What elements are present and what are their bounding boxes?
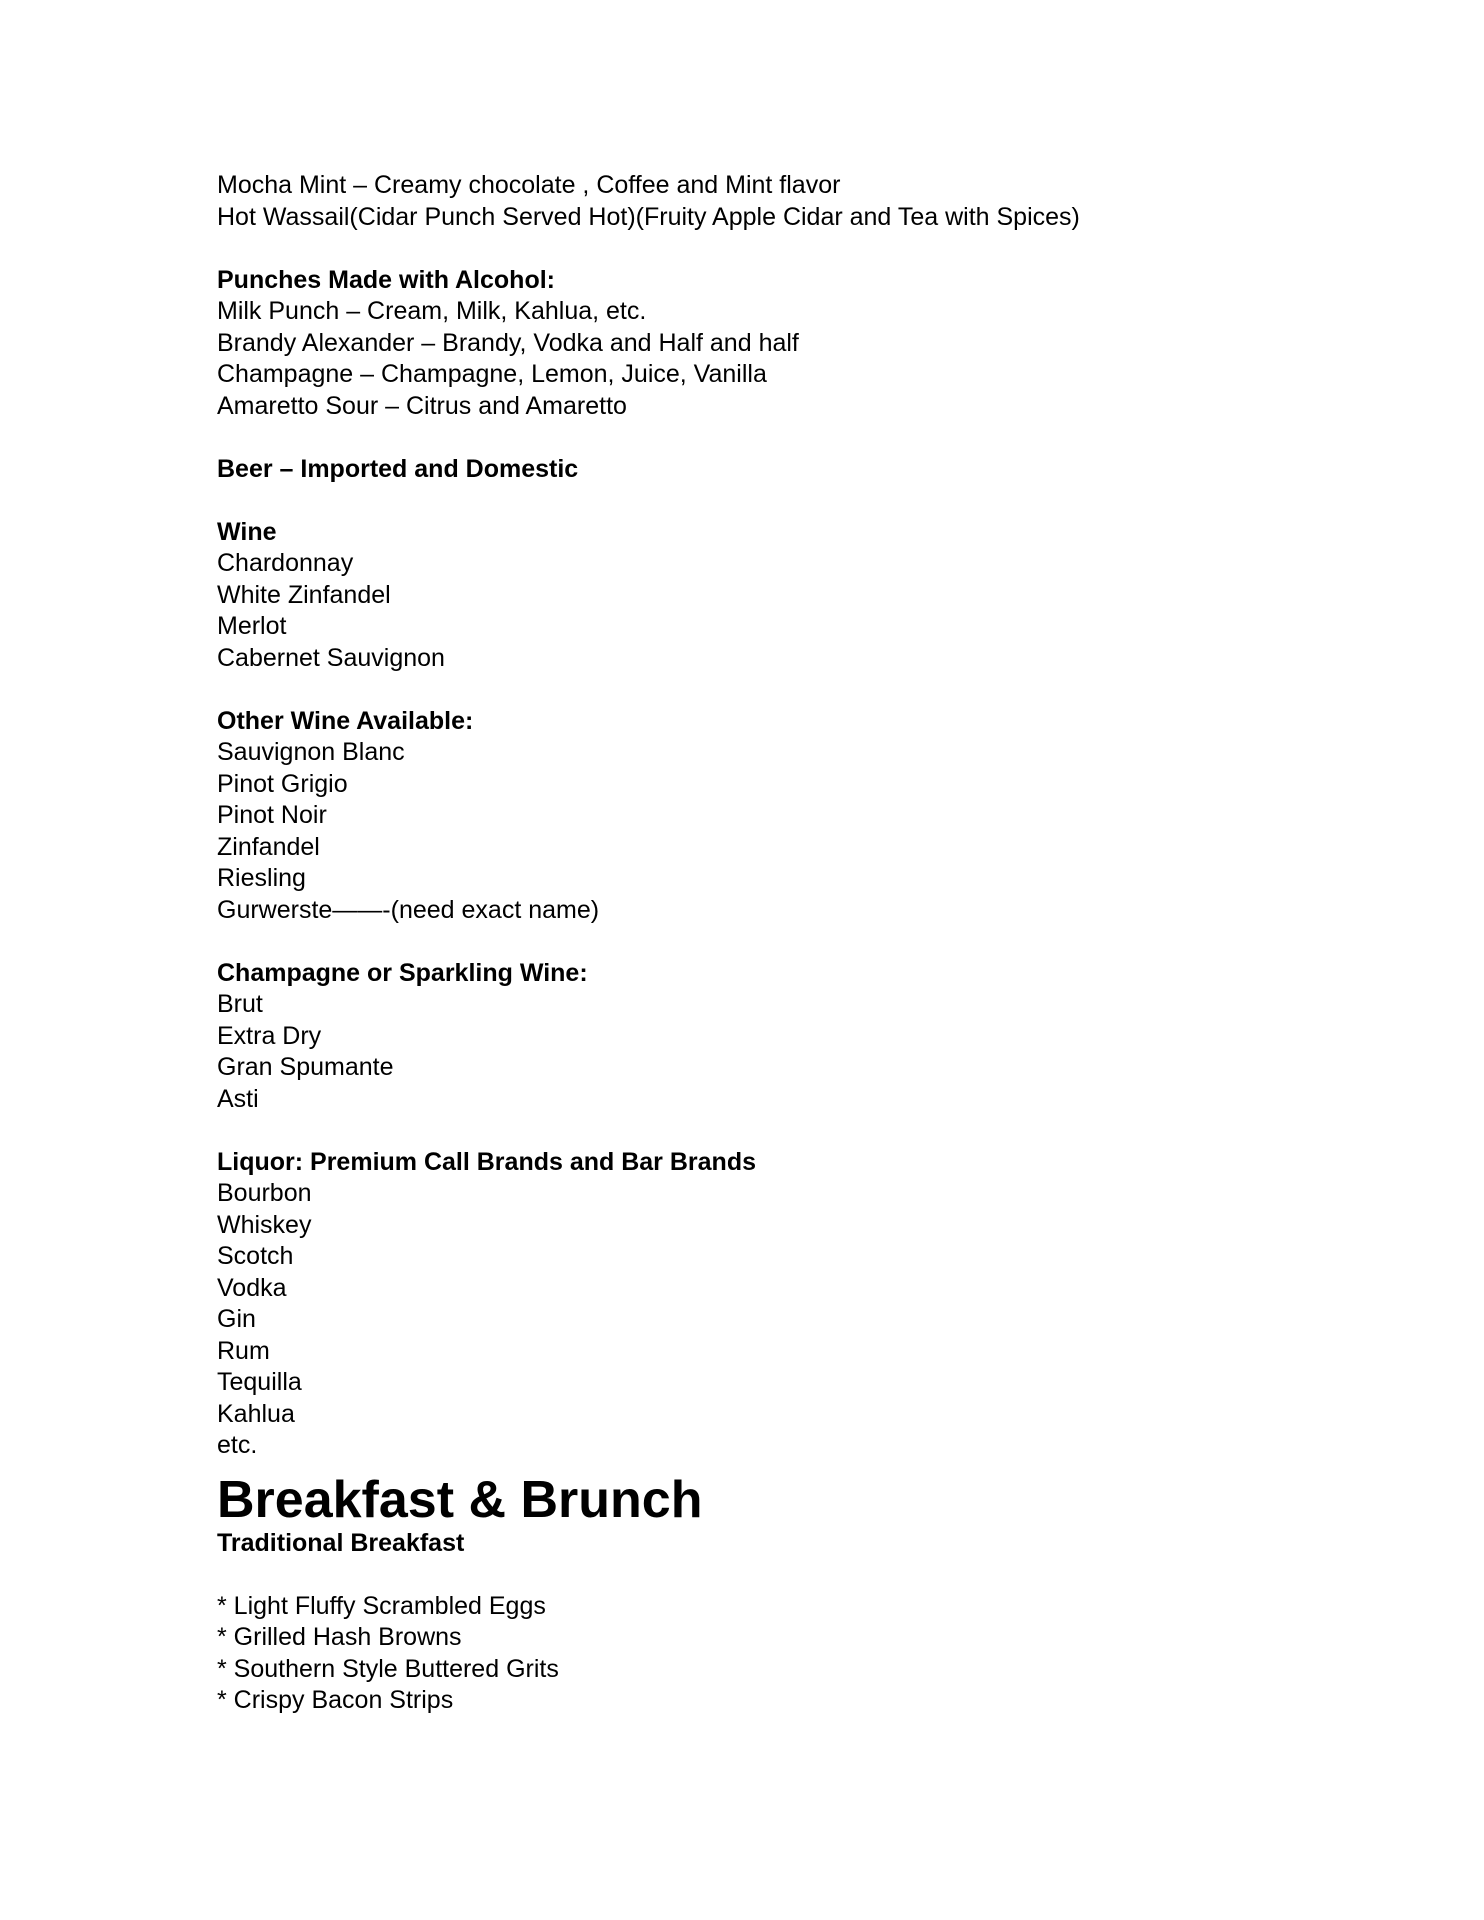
section-heading: Beer – Imported and Domestic <box>217 454 579 483</box>
intro-line-mocha-mint: Mocha Mint – Creamy chocolate , Coffee and Mint flavor <box>217 171 841 199</box>
list-item: Chardonnay <box>217 549 354 577</box>
list-item: etc. <box>217 1431 258 1459</box>
section-breakfast <box>217 1472 1357 1717</box>
list-item: Pinot Noir <box>217 801 327 829</box>
list-item: * Crispy Bacon Strips <box>217 1686 454 1714</box>
menu-document <box>217 170 1357 1717</box>
list-item: Vodka <box>217 1273 287 1302</box>
intro-line-hot-wassail: Hot Wassail(Cidar Punch Served Hot)(Fruity Apple Cidar and Tea with Spices) <box>217 202 1080 231</box>
breakfast-title: Breakfast & Brunch <box>217 1470 703 1529</box>
list-item: Extra Dry <box>217 1021 322 1050</box>
list-item: Brut <box>217 990 263 1018</box>
list-item: White Zinfandel <box>217 580 391 609</box>
section-other-wine <box>217 706 1357 927</box>
section-liquor <box>217 1147 1357 1462</box>
list-item: * Grilled Hash Browns <box>217 1623 462 1651</box>
list-item: Pinot Grigio <box>217 769 348 798</box>
list-item: Brandy Alexander – Brandy, Vodka and Half and half <box>217 328 799 357</box>
list-item: * Southern Style Buttered Grits <box>217 1654 559 1683</box>
list-item: Bourbon <box>217 1179 312 1207</box>
section-heading: Other Wine Available: <box>217 706 474 735</box>
section-heading: Punches Made with Alcohol: <box>217 265 555 294</box>
list-item: Milk Punch – Cream, Milk, Kahlua, etc. <box>217 297 647 325</box>
list-item: Zinfandel <box>217 832 320 861</box>
section-heading: Wine <box>217 517 277 546</box>
section-heading: Champagne or Sparkling Wine: <box>217 958 588 987</box>
list-item: Champagne – Champagne, Lemon, Juice, Vanilla <box>217 360 767 388</box>
intro-block <box>217 170 1357 233</box>
list-item: Rum <box>217 1336 270 1365</box>
list-item: Scotch <box>217 1242 294 1270</box>
list-item: Gurwerste——-(need exact name) <box>217 895 600 924</box>
list-item: Merlot <box>217 612 287 640</box>
list-item: Riesling <box>217 864 306 892</box>
list-item: Whiskey <box>217 1210 312 1239</box>
list-item: Gran Spumante <box>217 1053 394 1081</box>
breakfast-subtitle: Traditional Breakfast <box>217 1528 465 1557</box>
list-item: Cabernet Sauvignon <box>217 643 445 672</box>
list-item: Asti <box>217 1084 259 1113</box>
list-item: Sauvignon Blanc <box>217 738 405 766</box>
list-item: * Light Fluffy Scrambled Eggs <box>217 1591 546 1620</box>
list-item: Tequilla <box>217 1368 302 1396</box>
section-wine <box>217 517 1357 675</box>
list-item: Amaretto Sour – Citrus and Amaretto <box>217 391 627 420</box>
section-punches <box>217 265 1357 423</box>
section-heading: Liquor: Premium Call Brands and Bar Brands <box>217 1147 756 1176</box>
list-item: Kahlua <box>217 1399 295 1428</box>
section-beer <box>217 454 1357 486</box>
section-champagne <box>217 958 1357 1116</box>
list-item: Gin <box>217 1305 256 1333</box>
